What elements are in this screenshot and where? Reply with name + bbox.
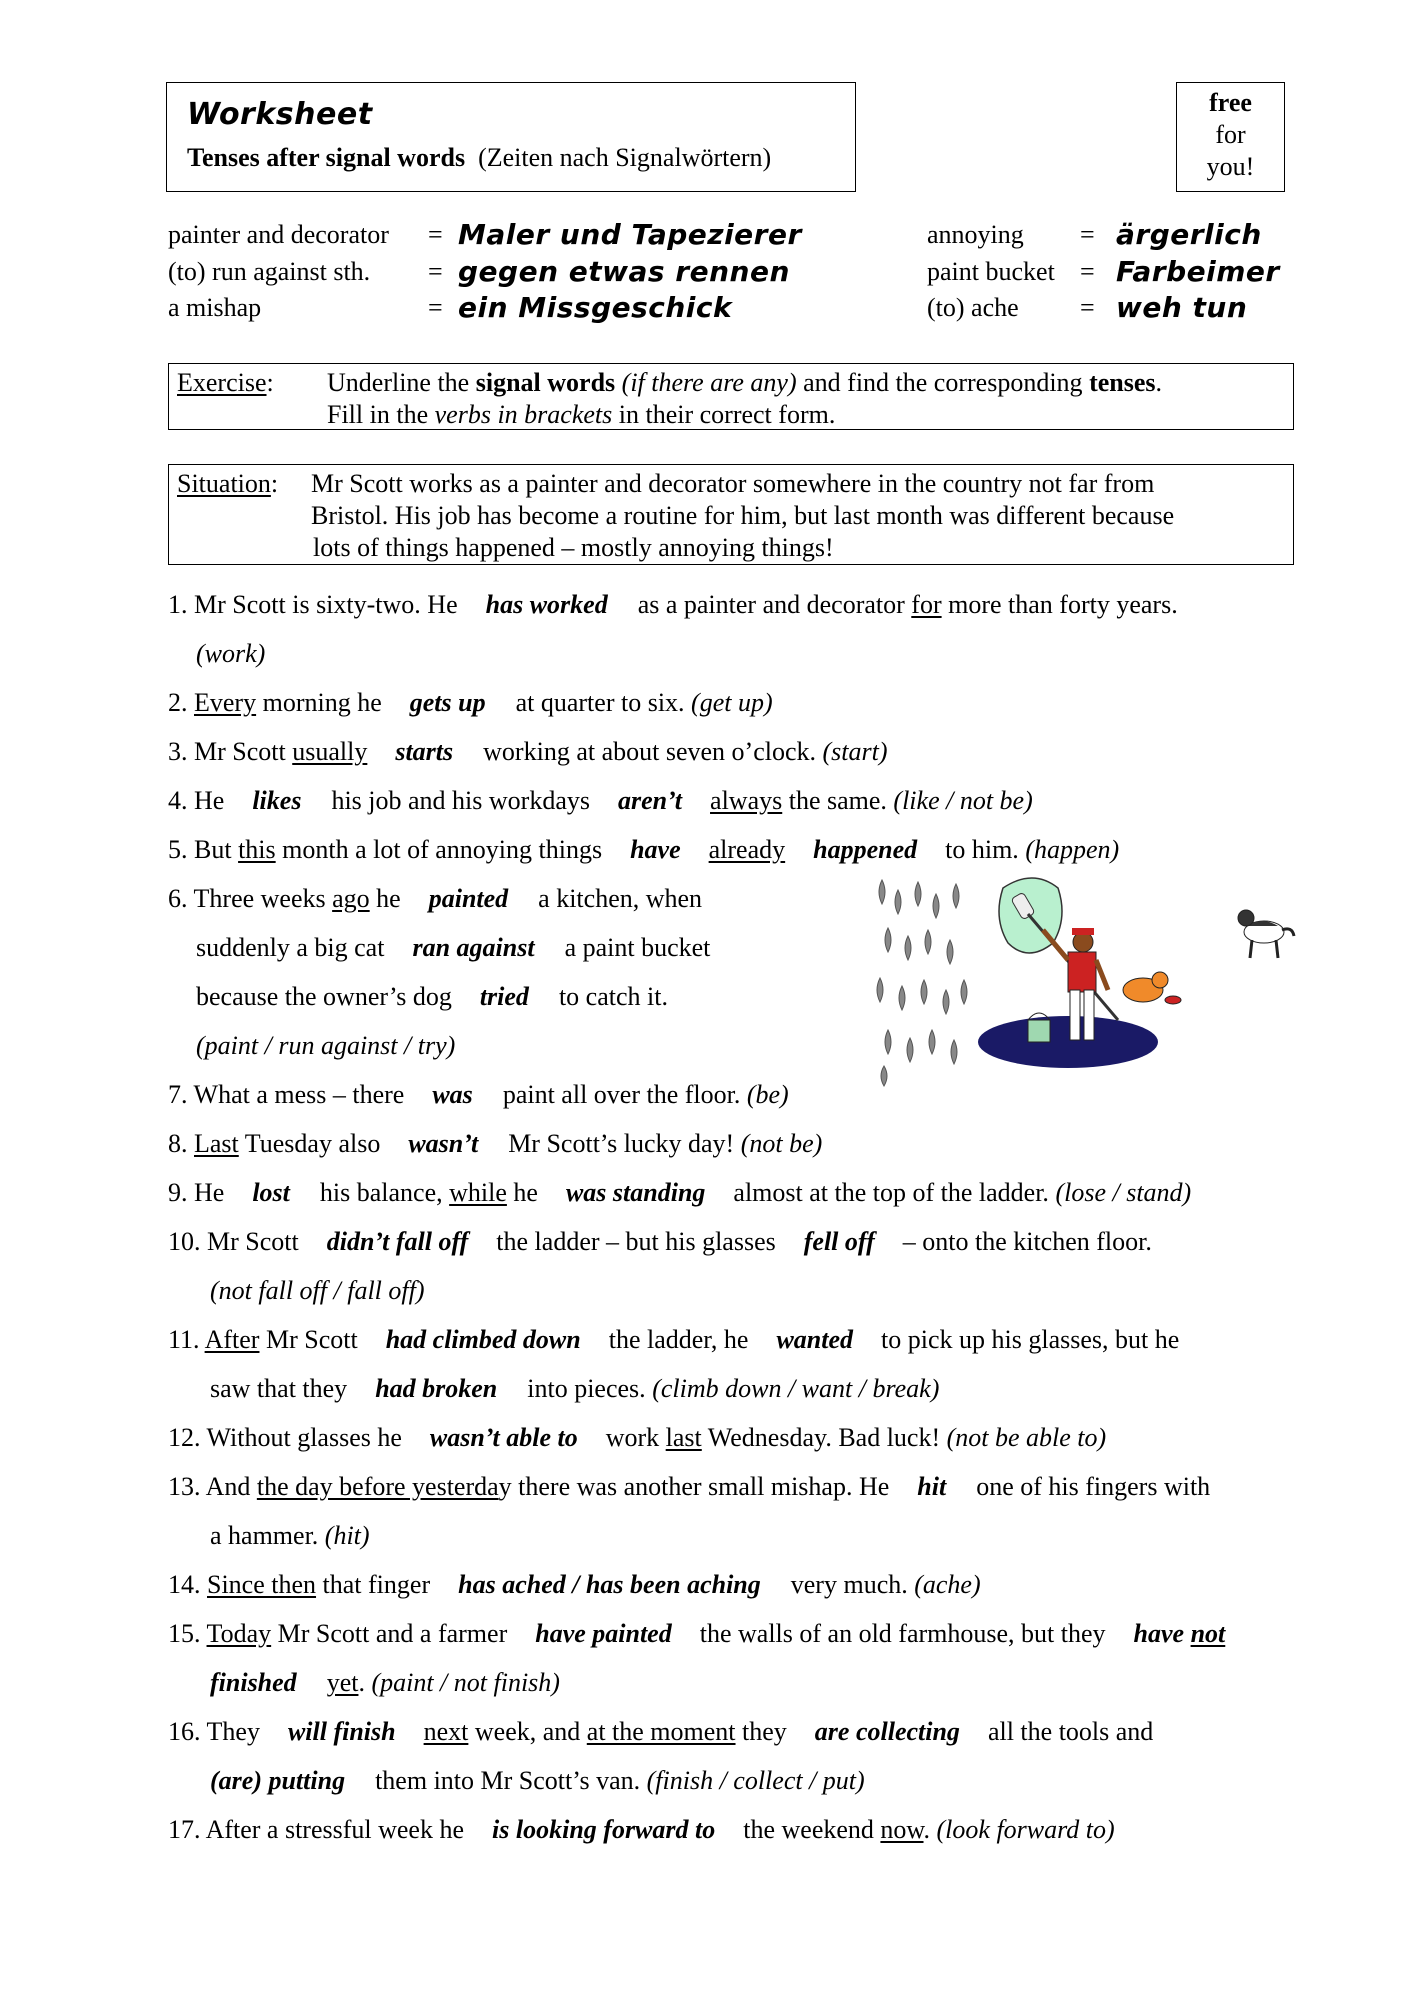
sentence-3: 3. Mr Scott usually starts working at about seven o’clock. (start)	[168, 737, 888, 766]
vocab-eq: =	[428, 257, 443, 286]
vocab-eq: =	[1080, 257, 1095, 286]
answer: are collecting	[814, 1717, 960, 1746]
answer: was	[432, 1080, 473, 1109]
sentence-13-line-2: a hammer. (hit)	[210, 1521, 370, 1550]
subtitle-bold: Tenses after signal words	[187, 143, 466, 172]
painter-illustration	[868, 870, 1298, 1090]
sentence-7: 7. What a mess – there was paint all over the floor. (be)	[168, 1080, 789, 1109]
sentence-10-hint: (not fall off / fall off)	[210, 1276, 425, 1305]
sentence-6: 6. Three weeks ago he painted a kitchen, when	[168, 884, 703, 913]
vocab-de: weh tun	[1116, 291, 1248, 324]
vocab-de: gegen etwas rennen	[458, 255, 790, 288]
vocab-eq: =	[428, 220, 443, 249]
sentence-2: 2. Every morning he gets up at quarter to six. (get up)	[168, 688, 773, 717]
vocab-de: ärgerlich	[1116, 218, 1262, 251]
situation-label: Situation:	[177, 469, 279, 498]
answer: will finish	[287, 1717, 396, 1746]
sentence-11-line-2: saw that they had broken into pieces. (climb down / want / break)	[210, 1374, 940, 1403]
answer: have painted	[535, 1619, 672, 1648]
floor-shadow	[978, 1016, 1158, 1068]
answer: had climbed down	[385, 1325, 581, 1354]
worksheet-title: Worksheet	[187, 97, 373, 132]
answer: had broken	[375, 1374, 498, 1403]
answer: starts	[395, 737, 454, 766]
vocab-en: (to) ache	[927, 293, 1019, 322]
cat-icon	[1123, 972, 1181, 1004]
situation-line: Mr Scott works as a painter and decorator somewhere in the country not far from	[311, 469, 1155, 498]
situation-line: lots of things happened – mostly annoying things!	[313, 533, 834, 562]
sentence-6-line-3: because the owner’s dog tried to catch it.	[196, 982, 668, 1011]
sentence-5: 5. But this month a lot of annoying things have already happened to him. (happen)	[168, 835, 1120, 864]
sentence-13: 13. And the day before yesterday there was another small mishap. He hit one of his fingers with	[168, 1472, 1211, 1501]
worksheet-subtitle	[187, 143, 771, 173]
free-line-2: for	[1215, 120, 1246, 149]
free-line-1: free	[1209, 88, 1252, 117]
sentence-6-line-2: suddenly a big cat ran against a paint bucket	[196, 933, 711, 962]
answer: (are) putting	[210, 1766, 346, 1795]
sentence-16-line-2: (are) putting them into Mr Scott’s van. (finish / collect / put)	[210, 1766, 865, 1795]
answer: have not	[1133, 1619, 1226, 1648]
exercise-line-2: Fill in the verbs in brackets in their correct form.	[327, 400, 836, 429]
answer: aren’t	[617, 786, 683, 815]
answer: wasn’t able to	[429, 1423, 578, 1452]
sentence-4: 4. He likes his job and his workdays aren’t always the same. (like / not be)	[168, 786, 1033, 815]
sentence-15-line-2: finished yet. (paint / not finish)	[210, 1668, 560, 1697]
answer: wasn’t	[408, 1129, 479, 1158]
exercise-box	[168, 363, 1294, 430]
answer: finished	[210, 1668, 297, 1697]
answer: tried	[479, 982, 529, 1011]
vocab-de: Maler und Tapezierer	[458, 218, 802, 251]
sentence-8: 8. Last Tuesday also wasn’t Mr Scott’s lucky day! (not be)	[168, 1129, 823, 1158]
answer: fell off	[803, 1227, 875, 1256]
answer: wanted	[776, 1325, 854, 1354]
sentence-1: 1. Mr Scott is sixty-two. He has worked as a painter and decorator for more than forty years.	[168, 590, 1178, 619]
answer: gets up	[409, 688, 486, 717]
answer: has ached / has been aching	[458, 1570, 761, 1599]
answer: painted	[428, 884, 509, 913]
vocab-eq: =	[1080, 220, 1095, 249]
sentence-16: 16. They will finish next week, and at the moment they are collecting all the tools and	[168, 1717, 1154, 1746]
situation-box	[168, 464, 1294, 565]
vocab-eq: =	[428, 293, 443, 322]
exercise-line-1: Underline the signal words (if there are any) and find the corresponding tenses.	[327, 368, 1162, 397]
sentence-11: 11. After Mr Scott had climbed down the ladder, he wanted to pick up his glasses, but he	[168, 1325, 1180, 1354]
vocab-eq: =	[1080, 293, 1095, 322]
answer: likes	[252, 786, 302, 815]
sentence-17: 17. After a stressful week he is looking forward to the weekend now. (look forward to)	[168, 1815, 1115, 1844]
sentence-10: 10. Mr Scott didn’t fall off the ladder – but his glasses fell off – onto the kitchen floor.	[168, 1227, 1152, 1256]
vocab-de: ein Missgeschick	[458, 291, 733, 324]
answer: has worked	[485, 590, 608, 619]
free-badge	[1176, 82, 1285, 192]
sentence-1-hint: (work)	[196, 639, 266, 668]
exercise-label: Exercise:	[177, 368, 274, 397]
answer: hit	[917, 1472, 947, 1501]
free-line-3: you!	[1206, 152, 1255, 181]
answer: have	[630, 835, 681, 864]
vocab-de: Farbeimer	[1116, 255, 1280, 288]
vocab-en: painter and decorator	[168, 220, 389, 249]
situation-line: Bristol. His job has become a routine for him, but last month was different because	[311, 501, 1175, 530]
answer: happened	[813, 835, 918, 864]
answer: is looking forward to	[492, 1815, 716, 1844]
sentence-12: 12. Without glasses he wasn’t able to work last Wednesday. Bad luck! (not be able to)	[168, 1423, 1107, 1452]
answer: lost	[252, 1178, 290, 1207]
sentence-9: 9. He lost his balance, while he was standing almost at the top of the ladder. (lose / stand)	[168, 1178, 1192, 1207]
vocab-en: a mishap	[168, 293, 262, 322]
subtitle-german: (Zeiten nach Signalwörtern)	[478, 143, 772, 172]
dog-icon	[1238, 910, 1294, 958]
wallpaper-leaves-icon	[877, 880, 967, 1086]
sentence-15: 15. Today Mr Scott and a farmer have painted the walls of an old farmhouse, but they have not	[168, 1619, 1226, 1648]
vocab-en: (to) run against sth.	[168, 257, 371, 286]
answer: didn’t fall off	[326, 1227, 469, 1256]
title-box	[166, 82, 856, 192]
vocab-en: annoying	[927, 220, 1024, 249]
vocab-en: paint bucket	[927, 257, 1055, 286]
sentence-6-hint: (paint / run against / try)	[196, 1031, 456, 1060]
answer: was standing	[565, 1178, 706, 1207]
sentence-14: 14. Since then that finger has ached / has been aching very much. (ache)	[168, 1570, 981, 1599]
answer: ran against	[412, 933, 535, 962]
